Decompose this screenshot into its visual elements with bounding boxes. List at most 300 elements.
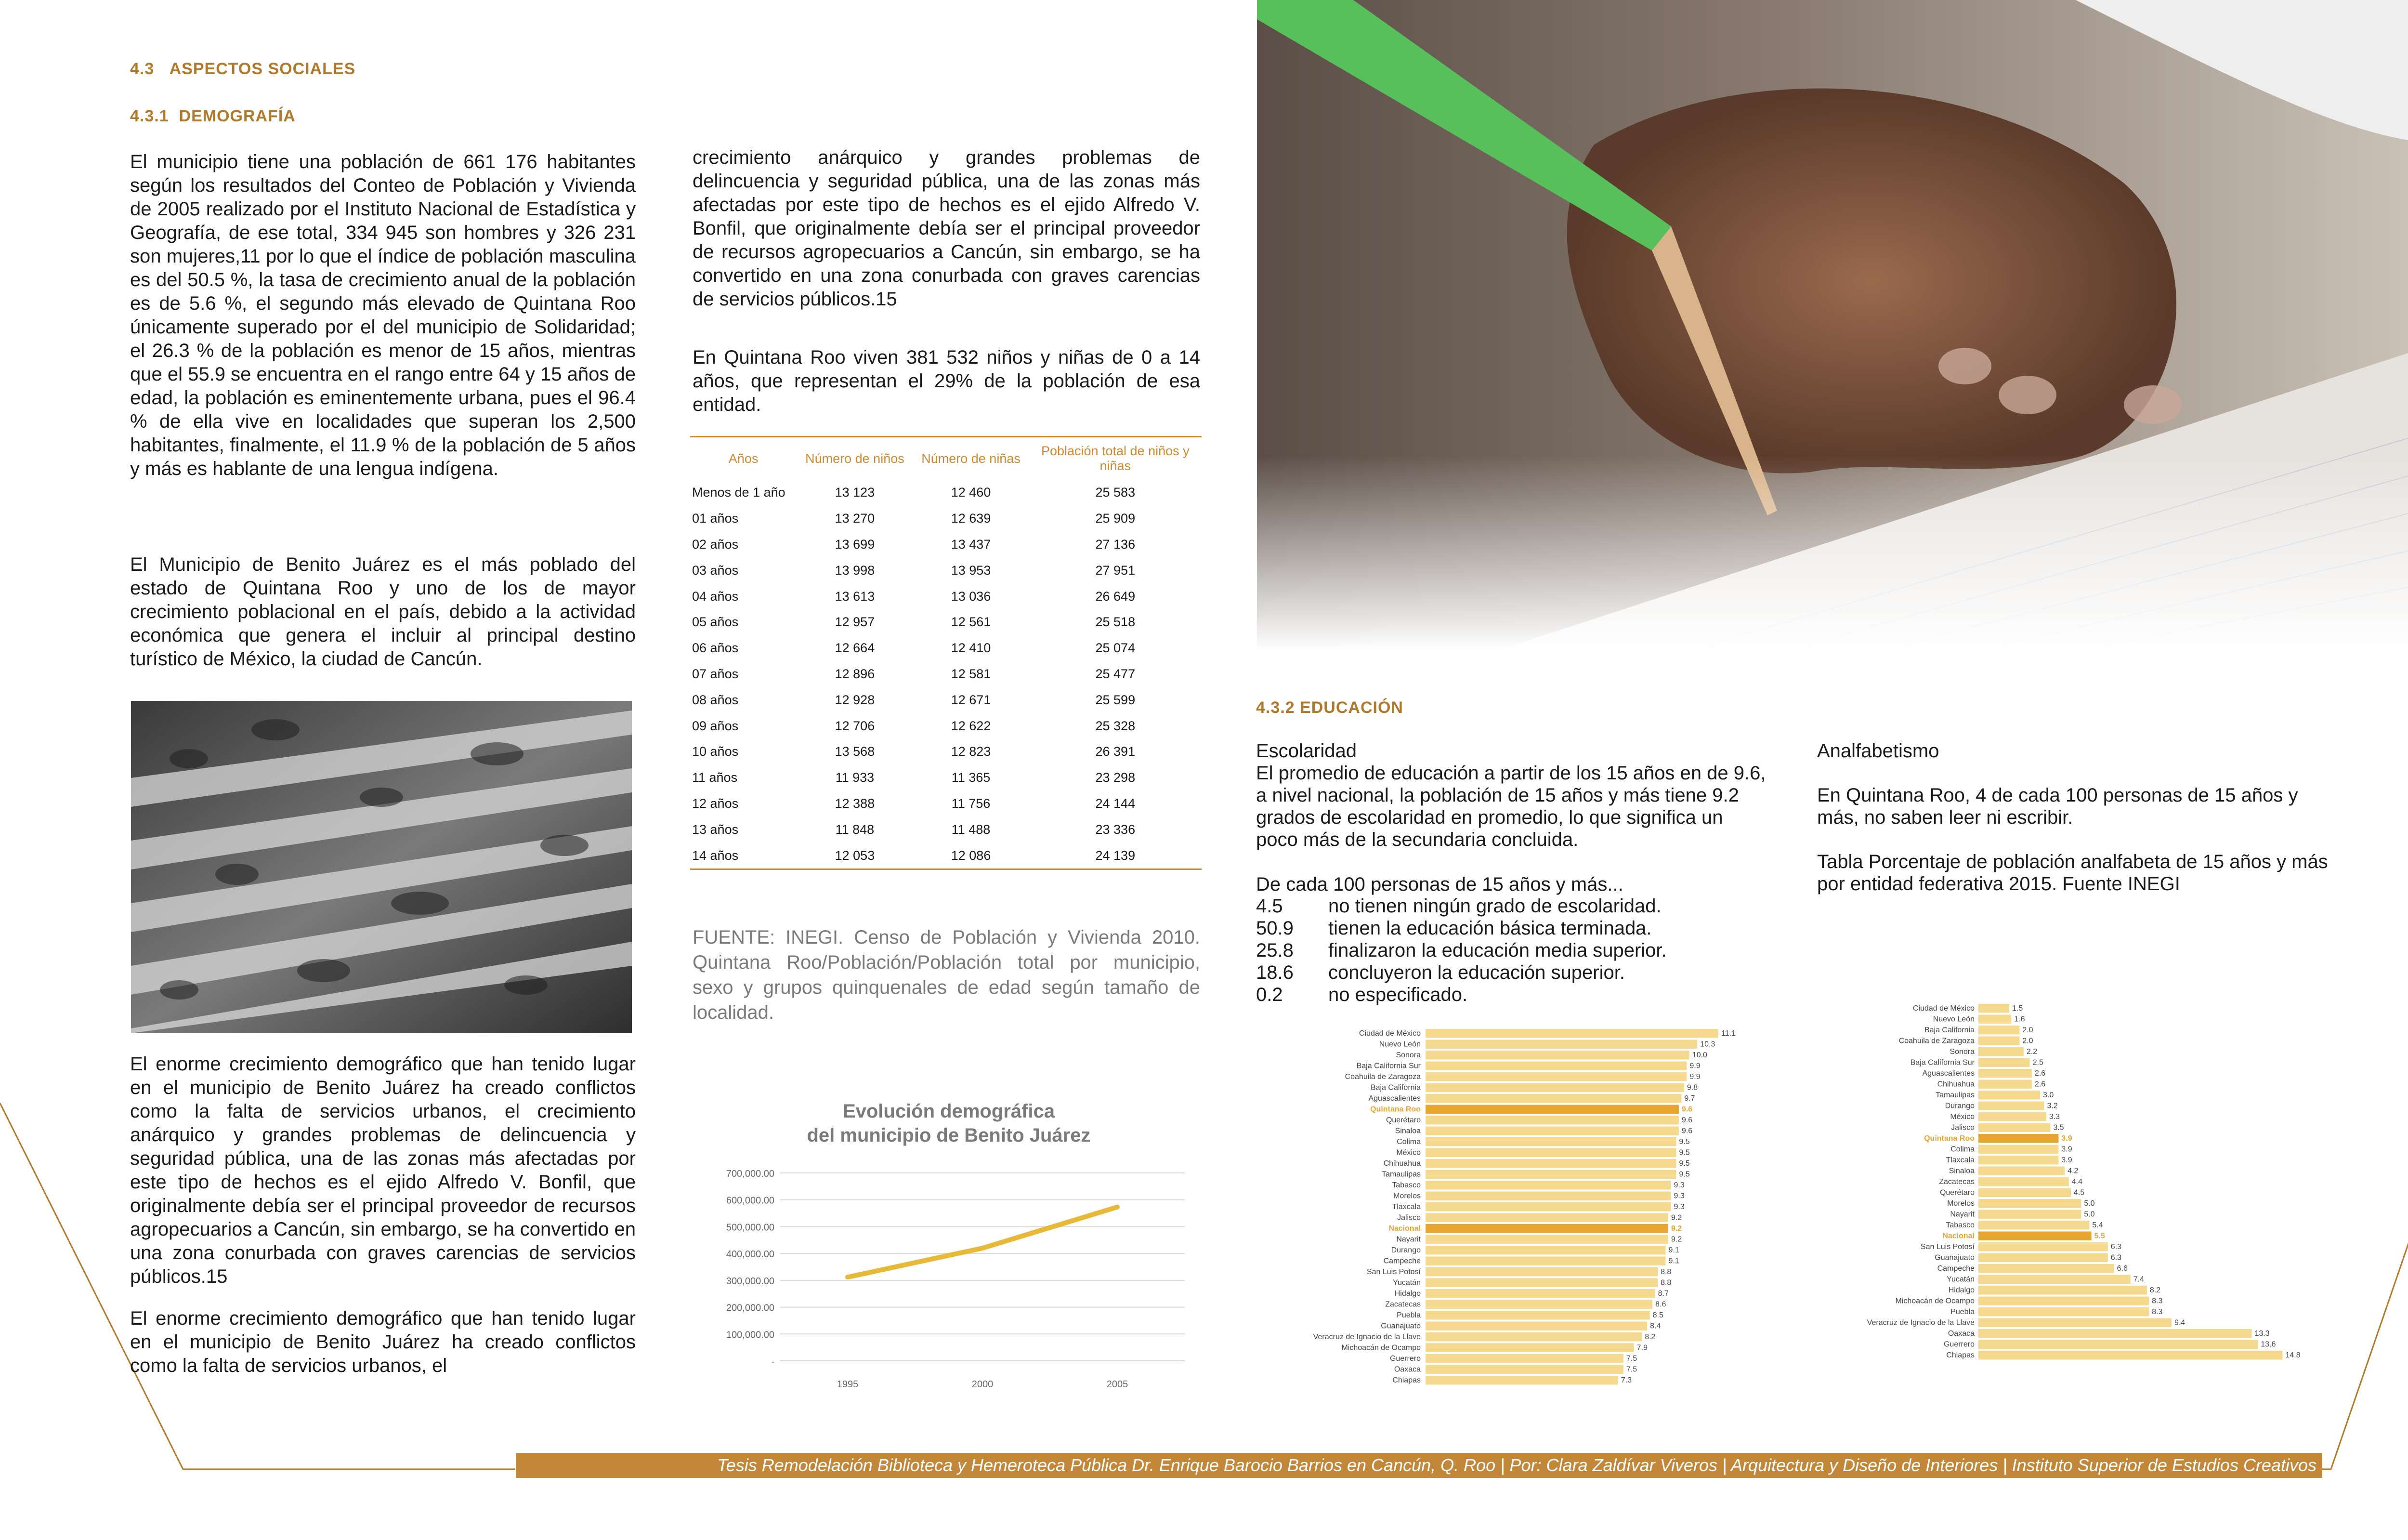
category-label: Nacional	[1942, 1232, 1975, 1240]
table-row	[690, 739, 1202, 765]
table-header: Años	[728, 451, 759, 466]
category-label: Quintana Roo	[1924, 1134, 1975, 1143]
table-cell: 13 437	[951, 537, 991, 552]
y-tick-label: 400,000.00	[726, 1249, 774, 1260]
bar	[1978, 1351, 2282, 1360]
table-row	[690, 687, 1202, 713]
category-label: Coahuila de Zaragoza	[1898, 1037, 1975, 1045]
col1-paragraph-3: El enorme crecimiento demográfico que han tenido lugar en el municipio de Benito Juárez ha creado conflictos como la falta de servicios urbanos, el crecimiento anárquico y grandes problemas de delincuencia y seguridad pública, una de las zonas más afectadas por este tipo de hechos es el ejido Alfredo V. Bonfil, que originalmente debía ser el principal proveedor de recursos agropecuarios a Cancún, sin embargo, se ha convertido en una zona conurbada con graves carencias de servicios públicos.15	[130, 1053, 636, 1287]
table-cell: 12 086	[951, 848, 991, 863]
category-label: Zacatecas	[1385, 1300, 1421, 1309]
x-tick-label: 2000	[971, 1379, 994, 1390]
table-row	[690, 635, 1202, 661]
table-cell: 12 664	[835, 641, 875, 656]
stat-value: 0.2	[1256, 984, 1283, 1005]
data-label: 3.9	[2061, 1134, 2072, 1143]
bar	[1426, 1094, 1681, 1103]
bar	[1978, 1253, 2108, 1263]
table-cell: 12 581	[951, 666, 991, 681]
bar	[1426, 1202, 1671, 1211]
y-tick-label: 500,000.00	[726, 1222, 774, 1233]
category-label: Guerrero	[1943, 1340, 1975, 1349]
data-label: 13.3	[2254, 1329, 2270, 1338]
table-cell: 25 328	[1095, 718, 1136, 733]
bar	[1426, 1137, 1676, 1146]
table-cell: 12 706	[835, 718, 875, 733]
table-header: Población total de niños y niñas	[1041, 444, 1190, 473]
category-label: Tlaxcala	[1946, 1156, 1975, 1165]
chart-title: Evolución demográfica	[842, 1101, 1055, 1122]
table-row	[690, 816, 1202, 842]
data-label: 8.7	[1658, 1290, 1669, 1298]
bar	[1426, 1354, 1623, 1363]
category-label: Guanajuato	[1935, 1253, 1975, 1262]
category-label: Nuevo León	[1933, 1015, 1975, 1024]
category-label: Baja California Sur	[1356, 1062, 1421, 1070]
analfabetismo-title: Analfabetismo	[1817, 740, 1939, 762]
data-label: 6.3	[2110, 1243, 2122, 1251]
category-label: Durango	[1945, 1102, 1975, 1110]
data-label: 9.3	[1674, 1192, 1685, 1200]
category-label: Chihuahua	[1937, 1080, 1975, 1089]
data-label: 9.7	[1684, 1094, 1695, 1103]
bar	[1426, 1311, 1650, 1320]
bar	[1978, 1047, 2024, 1056]
category-label: Ciudad de México	[1912, 1004, 1975, 1013]
data-label: 9.9	[1689, 1062, 1701, 1070]
stat-row	[1256, 895, 1767, 917]
data-label: 1.5	[2012, 1004, 2023, 1013]
category-label: Jalisco	[1951, 1123, 1975, 1132]
bar	[1426, 1083, 1684, 1092]
data-label: 5.5	[2094, 1232, 2105, 1240]
table-cell: 25 074	[1095, 641, 1136, 656]
subsection-title: DEMOGRAFÍA	[179, 107, 296, 125]
data-label: 9.1	[1668, 1257, 1679, 1265]
bar	[1426, 1332, 1642, 1342]
category-label: Campeche	[1937, 1264, 1975, 1273]
stat-label: finalizaron la educación media superior.	[1328, 940, 1667, 961]
table-row	[690, 480, 1202, 506]
category-label: México	[1950, 1113, 1975, 1121]
escolaridad-text: El promedio de educación a partir de los 15 años en de 9.6, a nivel nacional, la población de 15 años y más tiene 9.2 grados de escolaridad en promedio, lo que significa un poco más de la secundaria concluida.	[1256, 763, 1766, 850]
table-cell: 09 años	[692, 718, 739, 733]
stat-label: tienen la educación básica terminada.	[1328, 918, 1652, 939]
data-label: 10.0	[1692, 1051, 1707, 1060]
category-label: Nayarit	[1396, 1235, 1421, 1244]
table-cell: 12 823	[951, 744, 991, 759]
category-label: Tamaulipas	[1936, 1091, 1975, 1100]
data-label: 7.5	[1626, 1355, 1637, 1363]
col2-paragraph-2: En Quintana Roo viven 381 532 niños y niñas de 0 a 14 años, que representan el 29% de la población de esa entidad.	[693, 347, 1200, 415]
population-table-container	[690, 436, 1202, 870]
table-cell: 26 649	[1095, 589, 1136, 604]
bar	[1978, 1340, 2258, 1349]
subsection-number: 4.3.1	[130, 107, 169, 125]
bar	[1978, 1167, 2065, 1176]
table-cell: 07 años	[692, 666, 739, 681]
table-header-row	[690, 437, 1202, 480]
category-label: Campeche	[1383, 1257, 1421, 1265]
y-tick-label: 300,000.00	[726, 1276, 774, 1287]
footer-bar	[516, 1453, 2322, 1478]
category-label: Michoacán de Ocampo	[1895, 1297, 1975, 1305]
bar	[1426, 1278, 1658, 1288]
bar	[1426, 1181, 1671, 1190]
table-cell: 13 568	[835, 744, 875, 759]
table-cell: 24 144	[1095, 796, 1136, 811]
bar	[1426, 1159, 1676, 1168]
bar	[1426, 1267, 1658, 1277]
data-label: 11.1	[1721, 1029, 1736, 1038]
bar	[1426, 1192, 1671, 1201]
table-cell: 11 756	[951, 796, 991, 811]
category-label: Colima	[1950, 1145, 1975, 1154]
category-label: Hidalgo	[1948, 1286, 1975, 1295]
bar	[1978, 1058, 2030, 1067]
data-label: 1.6	[2014, 1015, 2025, 1024]
bar	[1978, 1112, 2046, 1121]
section-title: ASPECTOS SOCIALES	[169, 60, 356, 78]
bar	[1978, 1015, 2011, 1024]
data-label: 9.1	[1668, 1246, 1679, 1255]
bar	[1978, 1102, 2044, 1111]
bar	[1978, 1080, 2032, 1089]
category-label: Sonora	[1396, 1051, 1421, 1060]
bar	[1426, 1376, 1618, 1385]
stat-row	[1256, 917, 1767, 939]
table-row	[690, 583, 1202, 609]
bar	[1978, 1069, 2032, 1078]
data-label: 3.5	[2053, 1123, 2064, 1132]
table-cell: 10 años	[692, 744, 739, 759]
stat-row	[1256, 939, 1767, 961]
table-cell: 24 139	[1095, 848, 1136, 863]
data-label: 7.3	[1621, 1376, 1632, 1385]
bar	[1978, 1188, 2071, 1198]
category-label: Baja California Sur	[1910, 1058, 1975, 1067]
table-cell: 11 933	[835, 770, 875, 785]
col1-paragraph-1: El municipio tiene una población de 661 176 habitantes según los resultados del Conteo de Población y Vivienda de 2005 realizado por el Instituto Nacional de Estadística y Geografía, de ese total, 334 945 son hombres y 326 231 son mujeres,11 por lo que el índice de población masculina es del 50.5 %, la tasa de crecimiento anual de la población es de 5.6 %, el segundo más elevado de Quintana Roo únicamente superado por el del municipio de Solidaridad; el 26.3 % de la población es menor de 15 años, mientras que el 55.9 se encuentra en el rango entre 64 y 15 años de edad, la población es eminentemente urbana, pues el 96.4 % de ella vive en localidades que superan los 2,500 habitantes, finalmente, el 11.9 % de la población de 5 años y más es hablante de una lengua indígena.	[130, 151, 636, 479]
category-label: Durango	[1391, 1246, 1421, 1255]
table-cell: 26 391	[1095, 744, 1136, 759]
bar	[1426, 1116, 1679, 1125]
stat-label: no especificado.	[1328, 984, 1468, 1005]
category-label: Colima	[1397, 1138, 1421, 1146]
bar	[1426, 1148, 1676, 1158]
data-label: 6.6	[2117, 1264, 2128, 1273]
table-cell: 14 años	[692, 848, 739, 863]
table-row	[690, 791, 1202, 817]
data-label: 5.4	[2092, 1221, 2103, 1230]
table-cell: 05 años	[692, 615, 739, 630]
bar	[1426, 1213, 1668, 1223]
data-label: 9.6	[1681, 1127, 1693, 1135]
bar	[1978, 1307, 2149, 1316]
bar	[1978, 1264, 2114, 1273]
category-label: Sinaloa	[1949, 1167, 1975, 1175]
category-label: Yucatán	[1947, 1275, 1975, 1284]
category-label: Chihuahua	[1383, 1159, 1421, 1168]
crowd-photo-image	[131, 701, 632, 1033]
category-label: Morelos	[1947, 1199, 1975, 1208]
table-cell: 12 622	[951, 718, 991, 733]
data-label: 9.6	[1681, 1116, 1693, 1125]
category-label: Tabasco	[1392, 1181, 1421, 1190]
analfabetismo-table-title: Tabla Porcentaje de población analfabeta de 15 años y más por entidad federativa 2015. Fuente INEGI	[1817, 851, 2328, 895]
table-header: Número de niños	[805, 451, 904, 466]
category-label: Michoacán de Ocampo	[1341, 1343, 1421, 1352]
data-label: 9.2	[1671, 1224, 1682, 1233]
data-label: 3.9	[2061, 1145, 2072, 1154]
category-label: Coahuila de Zaragoza	[1345, 1073, 1421, 1081]
category-label: Sinaloa	[1395, 1127, 1421, 1135]
table-cell: 12 460	[951, 485, 991, 500]
table-cell: 13 años	[692, 822, 739, 837]
table-cell: 11 488	[951, 822, 991, 837]
data-label: 2.6	[2034, 1080, 2046, 1089]
data-label: 8.3	[2152, 1308, 2163, 1316]
category-label: Oaxaca	[1394, 1365, 1421, 1374]
bar	[1978, 1318, 2172, 1328]
stats-intro: De cada 100 personas de 15 años y más...	[1256, 874, 1623, 895]
y-tick-label: 100,000.00	[726, 1329, 774, 1341]
section-number: 4.3	[130, 60, 155, 78]
data-label: 4.2	[2068, 1167, 2079, 1175]
bar	[1978, 1221, 2089, 1230]
table-cell: 25 583	[1095, 485, 1136, 500]
data-label: 7.5	[1626, 1365, 1637, 1374]
category-label: Veracruz de Ignacio de la Llave	[1867, 1318, 1975, 1327]
category-label: San Luis Potosí	[1366, 1268, 1421, 1277]
data-label: 8.8	[1661, 1278, 1672, 1287]
bar	[1426, 1029, 1718, 1038]
category-label: Chiapas	[1946, 1351, 1975, 1360]
table-source-note: FUENTE: INEGI. Censo de Población y Vivienda 2010. Quintana Roo/Población/Población total por municipio, sexo y grupos quinquenales de edad según tamaño de localidad.	[693, 927, 1200, 1023]
stat-row	[1256, 984, 1767, 1006]
table-row	[690, 713, 1202, 739]
bar	[1978, 1242, 2108, 1251]
bar	[1978, 1037, 2019, 1046]
stats-list	[1256, 895, 1767, 1006]
category-label: Hidalgo	[1394, 1290, 1421, 1298]
stat-value: 18.6	[1256, 962, 1294, 983]
bar	[1978, 1232, 2092, 1241]
data-label: 2.2	[2026, 1048, 2038, 1056]
table-cell: 13 953	[951, 563, 991, 578]
bar	[1426, 1072, 1687, 1081]
writing-hand-photo	[1257, 0, 2408, 650]
data-label: 2.6	[2034, 1069, 2046, 1078]
category-label: Querétaro	[1386, 1116, 1421, 1125]
bar	[1426, 1322, 1647, 1331]
bar	[1426, 1127, 1679, 1136]
data-label: 8.2	[1645, 1333, 1656, 1342]
category-label: Nacional	[1388, 1224, 1421, 1233]
data-label: 9.3	[1674, 1181, 1685, 1190]
table-cell: 13 998	[835, 563, 875, 578]
subsection-heading	[130, 107, 296, 126]
table-row	[690, 506, 1202, 532]
data-label: 9.8	[1687, 1083, 1698, 1092]
data-label: 3.9	[2061, 1156, 2072, 1165]
data-label: 8.5	[1652, 1311, 1663, 1320]
category-label: Guerrero	[1389, 1355, 1421, 1363]
education-heading: 4.3.2 EDUCACIÓN	[1256, 698, 1403, 717]
bar	[1978, 1297, 2149, 1306]
crowd-crosswalk-photo	[131, 701, 632, 1033]
data-label: 8.4	[1650, 1322, 1661, 1330]
category-label: Sonora	[1950, 1048, 1975, 1056]
category-label: Aguascalientes	[1922, 1069, 1975, 1078]
data-label: 5.0	[2084, 1199, 2095, 1208]
table-cell: 12 años	[692, 796, 739, 811]
category-label: Puebla	[1397, 1311, 1421, 1320]
bar	[1426, 1246, 1666, 1255]
table-cell: 01 años	[692, 511, 739, 526]
bar	[1426, 1289, 1655, 1298]
table-cell: 25 599	[1095, 692, 1136, 707]
escolaridad-title: Escolaridad	[1256, 740, 1357, 762]
analfabetismo-text: En Quintana Roo, 4 de cada 100 personas de 15 años y más, no saben leer ni escribir.	[1817, 785, 2298, 828]
bar	[1978, 1177, 2069, 1186]
bar	[1426, 1300, 1652, 1309]
category-label: México	[1396, 1148, 1421, 1157]
col1-paragraph-2: El Municipio de Benito Juárez es el más poblado del estado de Quintana Roo y uno de los de mayor crecimiento poblacional en el país, debido a la actividad económica que genera el incluir al principal destino turístico de México, la ciudad de Cancún.	[130, 554, 636, 670]
table-row	[690, 842, 1202, 869]
table-cell: 12 410	[951, 641, 991, 656]
col2-paragraph-1: crecimiento anárquico y grandes problemas de delincuencia y seguridad pública, una de las zonas más afectadas por este tipo de hechos es el ejido Alfredo V. Bonfil, que originalmente debía ser el principal proveedor de recursos agropecuarios a Cancún, sin embargo, se ha convertido en una zona conurbada con graves carencias de servicios públicos.15	[693, 147, 1200, 310]
data-label: 8.6	[1655, 1300, 1666, 1309]
data-label: 13.6	[2261, 1340, 2276, 1349]
category-label: Baja California	[1370, 1083, 1421, 1092]
category-label: Tabasco	[1946, 1221, 1975, 1230]
chart-title: del municipio de Benito Juárez	[807, 1125, 1091, 1146]
data-label: 5.0	[2084, 1210, 2095, 1219]
table-cell: 12 639	[951, 511, 991, 526]
bar	[1426, 1257, 1666, 1266]
table-row	[690, 661, 1202, 687]
data-label: 9.5	[1679, 1170, 1690, 1179]
category-label: Puebla	[1950, 1308, 1975, 1316]
bar	[1978, 1091, 2040, 1100]
x-tick-label: 1995	[837, 1379, 859, 1390]
data-label: 7.9	[1636, 1343, 1648, 1352]
table-cell: 06 años	[692, 641, 739, 656]
series-line	[848, 1207, 1117, 1277]
table-cell: 13 036	[951, 589, 991, 604]
category-label: Nuevo León	[1379, 1040, 1421, 1049]
table-cell: 13 699	[835, 537, 875, 552]
data-label: 3.0	[2043, 1091, 2054, 1100]
data-label: 10.3	[1700, 1040, 1715, 1049]
data-label: 9.5	[1679, 1148, 1690, 1157]
data-label: 9.3	[1674, 1203, 1685, 1211]
table-cell: 13 270	[835, 511, 875, 526]
category-label: Ciudad de México	[1359, 1029, 1421, 1038]
population-table	[690, 437, 1202, 869]
category-label: Quintana Roo	[1370, 1105, 1421, 1114]
demographic-line-chart	[694, 1093, 1204, 1402]
table-cell: Menos de 1 año	[692, 485, 785, 500]
table-row	[690, 557, 1202, 583]
category-label: Oaxaca	[1948, 1329, 1975, 1338]
table-cell: 27 951	[1095, 563, 1136, 578]
bar	[1978, 1026, 2019, 1035]
category-label: San Luis Potosí	[1920, 1243, 1975, 1251]
category-label: Nayarit	[1950, 1210, 1975, 1219]
stat-label: concluyeron la educación superior.	[1328, 962, 1625, 983]
table-cell: 12 957	[835, 615, 875, 630]
bar	[1426, 1235, 1668, 1244]
data-label: 9.6	[1681, 1105, 1693, 1114]
bar	[1978, 1134, 2058, 1143]
bar	[1978, 1004, 2009, 1013]
table-cell: 12 561	[951, 615, 991, 630]
table-row	[690, 532, 1202, 558]
data-label: 9.2	[1671, 1235, 1682, 1244]
data-label: 8.2	[2149, 1286, 2161, 1295]
writing-hand-image	[1257, 0, 2408, 650]
bar	[1978, 1210, 2081, 1219]
data-label: 6.3	[2110, 1253, 2122, 1262]
table-cell: 12 053	[835, 848, 875, 863]
category-label: Jalisco	[1397, 1213, 1421, 1222]
table-cell: 13 123	[835, 485, 875, 500]
data-label: 9.5	[1679, 1138, 1690, 1146]
data-label: 2.5	[2032, 1058, 2043, 1067]
data-label: 8.8	[1661, 1268, 1672, 1277]
stat-value: 4.5	[1256, 895, 1283, 917]
data-label: 9.4	[2174, 1318, 2186, 1327]
data-label: 9.9	[1689, 1073, 1701, 1081]
table-cell: 13 613	[835, 589, 875, 604]
data-label: 2.0	[2022, 1037, 2033, 1045]
stat-row	[1256, 961, 1767, 984]
bar	[1426, 1051, 1689, 1060]
data-label: 14.8	[2285, 1351, 2301, 1360]
data-label: 3.2	[2047, 1102, 2058, 1110]
bar	[1978, 1286, 2147, 1295]
bar	[1426, 1040, 1697, 1049]
table-cell: 08 años	[692, 692, 739, 707]
table-cell: 27 136	[1095, 537, 1136, 552]
table-row	[690, 765, 1202, 791]
bar	[1426, 1365, 1623, 1374]
table-header: Número de niñas	[921, 451, 1021, 466]
bar	[1978, 1156, 2058, 1165]
table-cell: 11 365	[951, 770, 991, 785]
category-label: Zacatecas	[1939, 1178, 1975, 1186]
category-label: Veracruz de Ignacio de la Llave	[1313, 1333, 1421, 1342]
category-label: Baja California	[1924, 1026, 1975, 1035]
table-cell: 03 años	[692, 563, 739, 578]
bar	[1426, 1224, 1668, 1233]
bar	[1426, 1170, 1676, 1179]
bar	[1426, 1062, 1687, 1071]
table-cell: 12 928	[835, 692, 875, 707]
category-label: Guanajuato	[1381, 1322, 1421, 1330]
section-heading	[130, 60, 355, 79]
bar	[1978, 1275, 2131, 1284]
category-label: Morelos	[1393, 1192, 1421, 1200]
category-label: Chiapas	[1392, 1376, 1421, 1385]
data-label: 4.5	[2074, 1188, 2085, 1197]
table-cell: 25 518	[1095, 615, 1136, 630]
data-label: 2.0	[2022, 1026, 2033, 1035]
y-tick-label: 200,000.00	[726, 1303, 774, 1314]
data-label: 8.3	[2152, 1297, 2163, 1305]
